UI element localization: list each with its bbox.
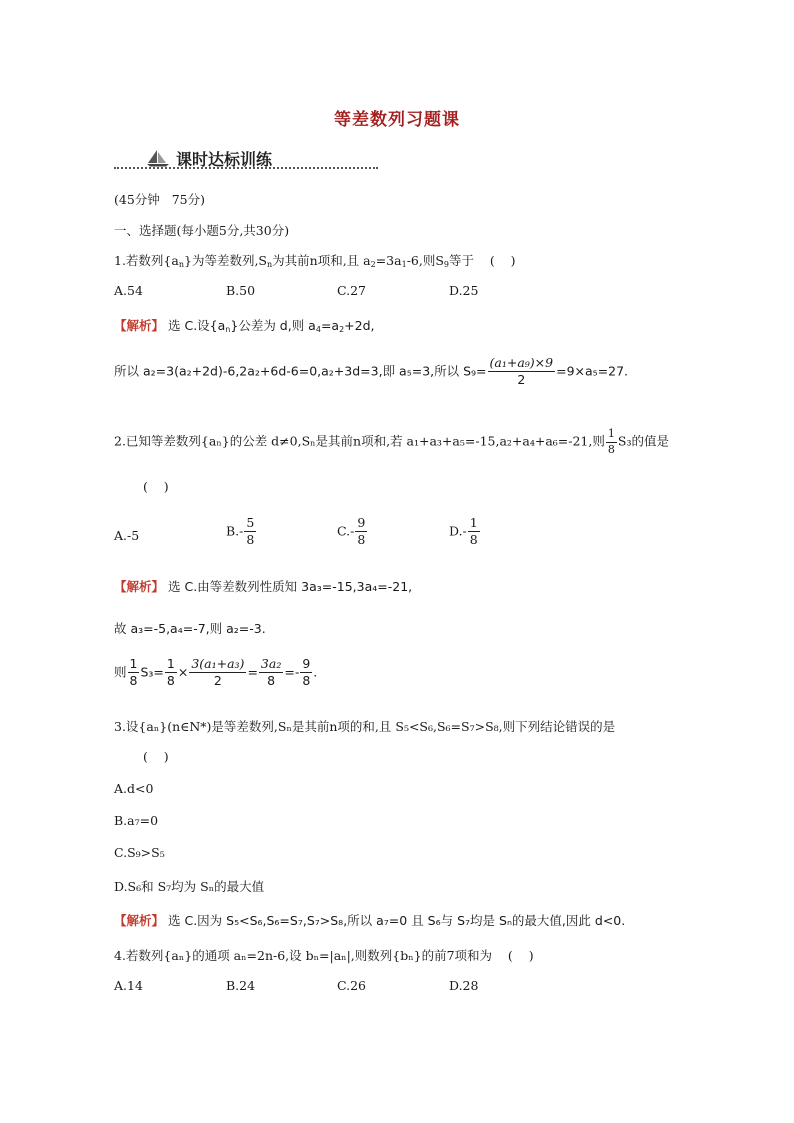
page-title: 等差数列习题课 <box>334 110 460 130</box>
q3-option-d: D.S₆和 S₇均为 Sₙ的最大值 <box>114 879 265 894</box>
q4-option-a: A.14 <box>114 978 143 993</box>
q1-solution-line-2: 所以 a₂=3(a₂+2d)-6,2a₂+6d-6=0,a₂+3d=3,即 a₅=3,所以 S₉= $\frac{\text{(a₁+a₉)×9}}{2}$ =9×a₅=27. <box>114 355 629 388</box>
q2-option-a: A.-5 <box>114 528 140 543</box>
question-1: 1.若数列$\{a_n\}$为等差数列$,S_n$为其前n项和,且 $a_2=3a_1-6$,则$S_9$等于 ( ) <box>114 253 516 269</box>
q2-solution-line-1: 【解析】 选 C.由等差数列性质知 3a₃=-15,3a₄=-21, <box>114 579 413 594</box>
q1-solution-line-1: 【解析】 选 C.设$\{a_n\}$公差为 d,则 $a_4=a_2+2d$, <box>114 318 375 334</box>
q1-option-c: C.27 <box>337 283 366 298</box>
q1-option-a: A.54 <box>114 283 143 298</box>
q1-option-d: D.25 <box>449 283 479 298</box>
q3-answer-paren: ( ) <box>143 749 169 764</box>
q2-option-d: D.- $\frac{1}{8}$ <box>449 515 478 548</box>
q3-option-a: A.d<0 <box>114 781 154 796</box>
q4-option-c: C.26 <box>337 978 366 993</box>
analysis-tag: 【解析】 <box>114 913 165 928</box>
section-header <box>114 146 378 170</box>
part-heading: 一、选择题(每小题5分,共30分) <box>114 223 290 238</box>
q2-solution-line-2: 故 a₃=-5,a₄=-7,则 a₂=-3. <box>114 621 266 636</box>
q2-option-b: B.- $\frac{5}{8}$ <box>226 515 255 548</box>
q2-answer-paren: ( ) <box>143 479 169 494</box>
q4-option-b: B.24 <box>226 978 256 993</box>
analysis-tag: 【解析】 <box>114 318 165 333</box>
time-score: (45分钟 75分) <box>114 192 205 207</box>
question-2: 2.已知等差数列{aₙ}的公差 d≠0,Sₙ是其前n项和,若 a₁+a₃+a₅=-15,a₂+a₄+a₆=-21,则 $\frac{1}{8}$ S₃的值是 <box>114 427 669 456</box>
q3-solution: 【解析】 选 C.因为 S₅<S₆,S₆=S₇,S₇>S₈,所以 a₇=0 且 S₆与 S₇均是 Sₙ的最大值,因此 d<0. <box>114 913 626 928</box>
question-3: 3.设{aₙ}(n∈N*)是等差数列,Sₙ是其前n项的和,且 S₅<S₆,S₆=S₇>S₈,则下列结论错误的是 <box>114 719 616 734</box>
q2-solution-line-3: 则 $\frac{1}{8}$ S₃= $\frac{1}{8}$ × $\frac{\text{3(a₁+a₃)}}{2}$ = $\frac{\text{3a₂}}{8}$ =- $\frac{9}{8}$ . <box>114 656 318 689</box>
sailboat-icon <box>146 149 170 167</box>
q3-option-c: C.S₉>S₅ <box>114 845 165 860</box>
analysis-tag: 【解析】 <box>114 579 165 594</box>
q4-option-d: D.28 <box>449 978 479 993</box>
section-title: 课时达标训练 <box>176 150 273 169</box>
question-4: 4.若数列{aₙ}的通项 aₙ=2n-6,设 bₙ=|aₙ|,则数列{bₙ}的前7项和为 ( ) <box>114 948 534 963</box>
q1-option-b: B.50 <box>226 283 256 298</box>
q2-option-c: C.- $\frac{9}{8}$ <box>337 515 366 548</box>
q3-option-b: B.a₇=0 <box>114 813 159 828</box>
